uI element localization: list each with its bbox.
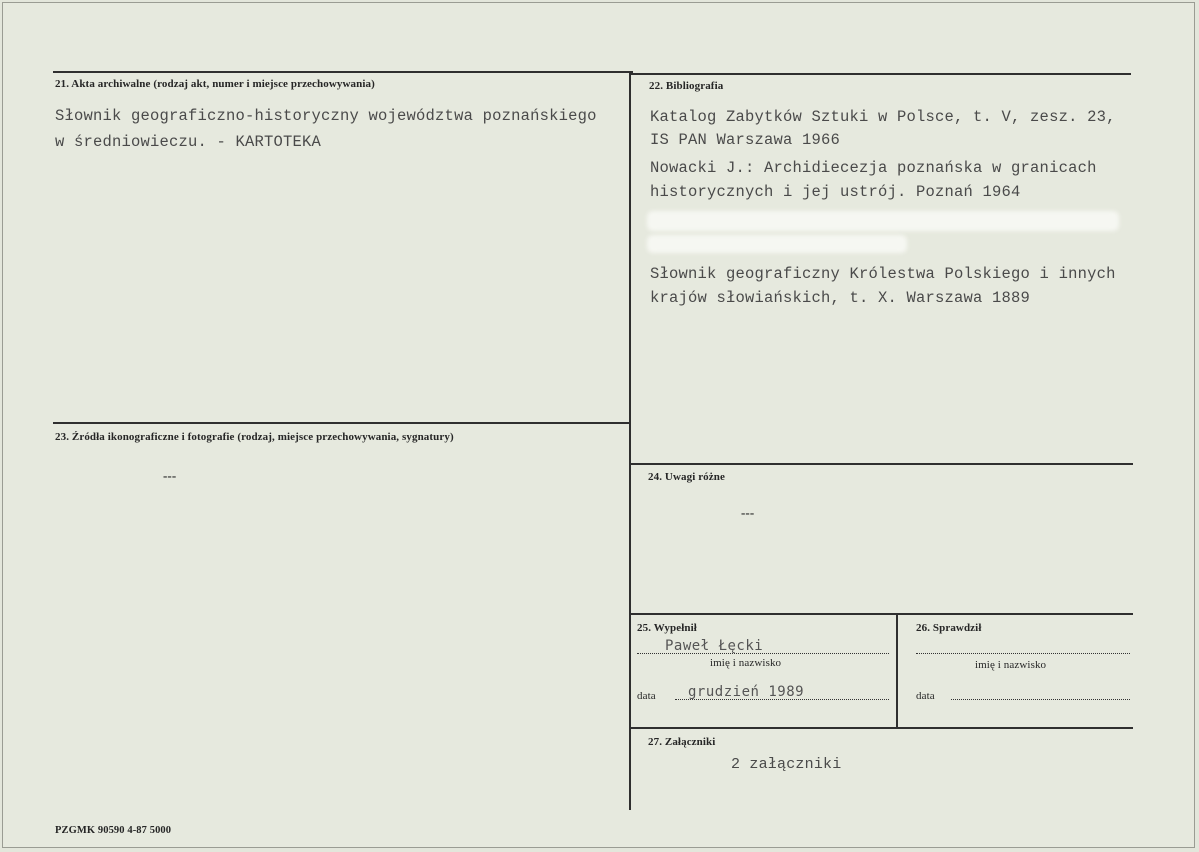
section-23-label: 23. Źródła ikonograficzne i fotografie (rodzaj, miejsce przechowywania, sygnatury) — [55, 431, 454, 443]
filled-by-name: Paweł Łęcki — [665, 638, 764, 654]
filled-by-date-line — [675, 699, 889, 700]
section-21-label: 21. Akta archiwalne (rodzaj akt, numer i miejsce przechowywania) — [55, 78, 375, 90]
print-code-footer: PZGMK 90590 4-87 5000 — [55, 825, 172, 836]
checked-by-date-line — [951, 699, 1130, 700]
section-27-label: 27. Załączniki — [648, 736, 716, 748]
bibliography-line-5: Słownik geograficzny Królestwa Polskiego i innych — [650, 265, 1116, 283]
correction-fluid-patch-2 — [647, 235, 907, 253]
section-26-label: 26. Sprawdził — [916, 622, 982, 634]
section-23-value: --- — [163, 468, 177, 483]
section-22-top-rule — [631, 73, 1131, 75]
bibliography-line-3: Nowacki J.: Archidiecezja poznańska w granicach — [650, 159, 1097, 177]
section-21-text-line-1: Słownik geograficzno-historyczny województwa poznańskiego — [55, 107, 597, 125]
section-25-26-divider — [896, 613, 898, 729]
filled-by-name-caption: imię i nazwisko — [710, 657, 782, 669]
checked-by-date-label: data — [916, 690, 935, 702]
checked-by-name-caption: imię i nazwisko — [975, 659, 1047, 671]
attachments-value: 2 załączniki — [731, 756, 842, 773]
record-card — [2, 2, 1195, 848]
bibliography-line-6: krajów słowiańskich, t. X. Warszawa 1889 — [650, 289, 1031, 307]
section-24-label: 24. Uwagi różne — [648, 471, 725, 483]
bibliography-line-1: Katalog Zabytków Sztuki w Polsce, t. V, zesz. 23, — [650, 108, 1116, 126]
section-24-top-rule — [631, 463, 1133, 465]
main-vertical-divider — [629, 73, 631, 810]
section-27-top-rule — [631, 727, 1133, 729]
section-25-top-rule — [631, 613, 1133, 615]
filled-by-date-label: data — [637, 690, 656, 702]
bibliography-line-2: IS PAN Warszawa 1966 — [650, 131, 841, 149]
filled-by-name-line — [637, 653, 889, 654]
section-22-label: 22. Bibliografia — [649, 80, 724, 92]
section-25-label: 25. Wypełnił — [637, 622, 697, 634]
section-21-text-line-2: w średniowieczu. - KARTOTEKA — [55, 133, 322, 151]
section-23-top-rule — [53, 422, 629, 424]
section-24-value: --- — [741, 505, 755, 520]
bibliography-line-4: historycznych i jej ustrój. Poznań 1964 — [650, 183, 1021, 201]
checked-by-name-line — [916, 653, 1130, 654]
section-21-top-rule — [53, 71, 633, 73]
correction-fluid-patch — [647, 211, 1119, 231]
filled-by-date: grudzień 1989 — [688, 684, 805, 700]
